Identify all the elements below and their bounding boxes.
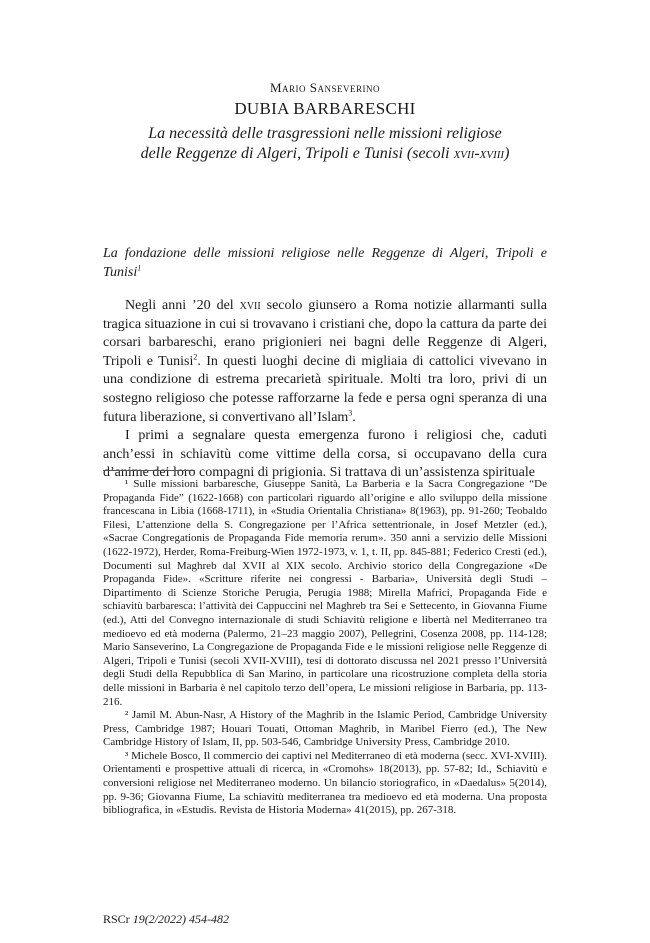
- footnote-2: ² Jamil M. Abun-Nasr, A History of the Maghrib in the Islamic Period, Cambridge University Press, Cambridge 1987; Houari Touati, Ottoman Maghrib, in Maribel Fierro (ed.), The New Cambridge History of Islam, II, pp. 503-546, Cambridge University Press, Cambridge 2010.: [103, 709, 547, 749]
- footnote-3: ³ Michele Bosco, Il commercio dei captivi nel Mediterraneo di età moderna (secc. XVI-XVIII). Orientamenti e prospettive attuali di ricerca, in «Cromohs» 18(2013), pp. 57-82; Id., Schiavitù e conversioni religiose nel Mediterraneo moderno. Un bilancio storiografico, in «Daedalus» 5(2014), pp. 9-36; Giovanna Fiume, La schiavitù mediterranea tra medioevo ed età moderna. Una proposta bibliografica, in «Estudis. Revista de Historia Moderna» 41(2015), pp. 267-318.: [103, 749, 547, 817]
- article-subtitle: [100, 124, 550, 164]
- page-footer: [103, 912, 229, 927]
- footnote-separator: [103, 470, 195, 471]
- footnotes: [103, 478, 547, 818]
- body-text: [103, 297, 547, 483]
- footnote-1: ¹ Sulle missioni barbaresche, Giuseppe Sanità, La Barberia e la Sacra Congregazione “De Propaganda Fide” (1622-1668) con particolari riguardo all’origine e allo sviluppo della missione francescana in Libia (1668-1711), in «Studia Orientalia Christiana» 8(1963), pp. 91-260; Teobaldo Filesi, L’attenzione della S. Congregazione per l’Africa settentrionale, in Josef Metzler (ed.), «Sacrae Congregationis de Propaganda Fide memoria rerum». 350 anni a servizio delle Missioni (1622-1972), Herder, Roma-Freiburg-Wien 1972-1973, v. 1, t. II, pp. 845-881; Federico Cresti (ed.), Documenti sul Maghreb dal XVII al XIX secolo. Archivio storico della Congregazione «De Propaganda Fide». «Scritture riferite nei congressi - Barbaria», Università degli Studi – Dipartimento di Scienze Storiche Perugia, Perugia 1988; Mirella Mafrici, Propaganda Fide e schiavitù barbaresca: l’attività dei Cappuccini nel Maghreb tra Sei e Settecento, in Giovanna Fiume (ed.), Atti del Convegno internazionale di studi Schiavitù religione e libertà nel Mediterraneo tra medioevo ed età moderna (Palermo, 21–23 maggio 2007), Pellegrini, Cosenza 2008, pp. 114-128; Mario Sanseverino, La Congregazione de Propaganda Fide e le missioni religiose nelle Reggenze di Algeri, Tripoli e Tunisi (secoli XVII-XVIII), tesi di dottorato discussa nel 2021 presso l’Università degli Studi della Repubblica di San Marino, in particolare una ricostruzione completa della storia delle missioni in Barbaria è nel capitolo terzo dell’opera, Le missioni religiose in Barbaria, pp. 113-216.: [103, 478, 547, 708]
- footnote-ref-1: 1: [137, 263, 142, 273]
- paragraph-2: I primi a segnalare questa emergenza furono i religiosi che, caduti anch’essi in schiavitù come vittime della corsa, si occupavano della cura d’anime dei loro compagni di prigionia. Si trattava di un’assistenza spirituale: [103, 428, 547, 481]
- paragraph-1-part-d: .: [352, 409, 356, 425]
- footnote-ref-3: 3: [348, 407, 353, 417]
- subtitle-line-1: La necessità delle trasgressioni nelle missioni religiose: [148, 125, 502, 142]
- article-title: DUBIA BARBARESCHI: [234, 99, 416, 118]
- subtitle-centuries: xvii-xviii: [453, 145, 505, 162]
- footnote-ref-2: 2: [193, 352, 198, 362]
- subtitle-line-2-end: ): [504, 145, 510, 162]
- paragraph-1-century: xvii: [239, 298, 261, 313]
- author-name: Mario Sanseverino: [269, 80, 381, 95]
- paragraph-1: [103, 297, 547, 427]
- paragraph-1-part-a: Negli anni ’20 del: [125, 298, 240, 313]
- section-heading: [103, 244, 547, 282]
- journal-abbreviation: RSCr: [103, 912, 130, 926]
- paragraph-1-part-c: . In questi luoghi decine di migliaia di cattolici vivevano in una condizione di estrema precarietà spirituale. Molti tra loro, privi di un sostegno religioso che potesse rafforzarne la fede e persa ogni speranza di una futura liberazione, si convertivano all’Islam: [103, 353, 547, 425]
- subtitle-line-2-start: delle Reggenze di Algeri, Tripoli e Tunisi (secoli: [140, 145, 454, 162]
- journal-volume-pages: 19(2/2022) 454-482: [132, 912, 230, 926]
- section-heading-text: La fondazione delle missioni religiose nelle Reggenze di Algeri, Tripoli e Tunisi: [103, 246, 547, 280]
- paragraph-1-part-b: secolo giunsero a Roma notizie allarmanti sulla tragica situazione in cui si trovavano i cristiani che, dopo la cattura da parte dei corsari barbareschi, erano prigionieri nei bagni delle Reggenze di Algeri, Tripoli e Tunisi: [103, 298, 547, 369]
